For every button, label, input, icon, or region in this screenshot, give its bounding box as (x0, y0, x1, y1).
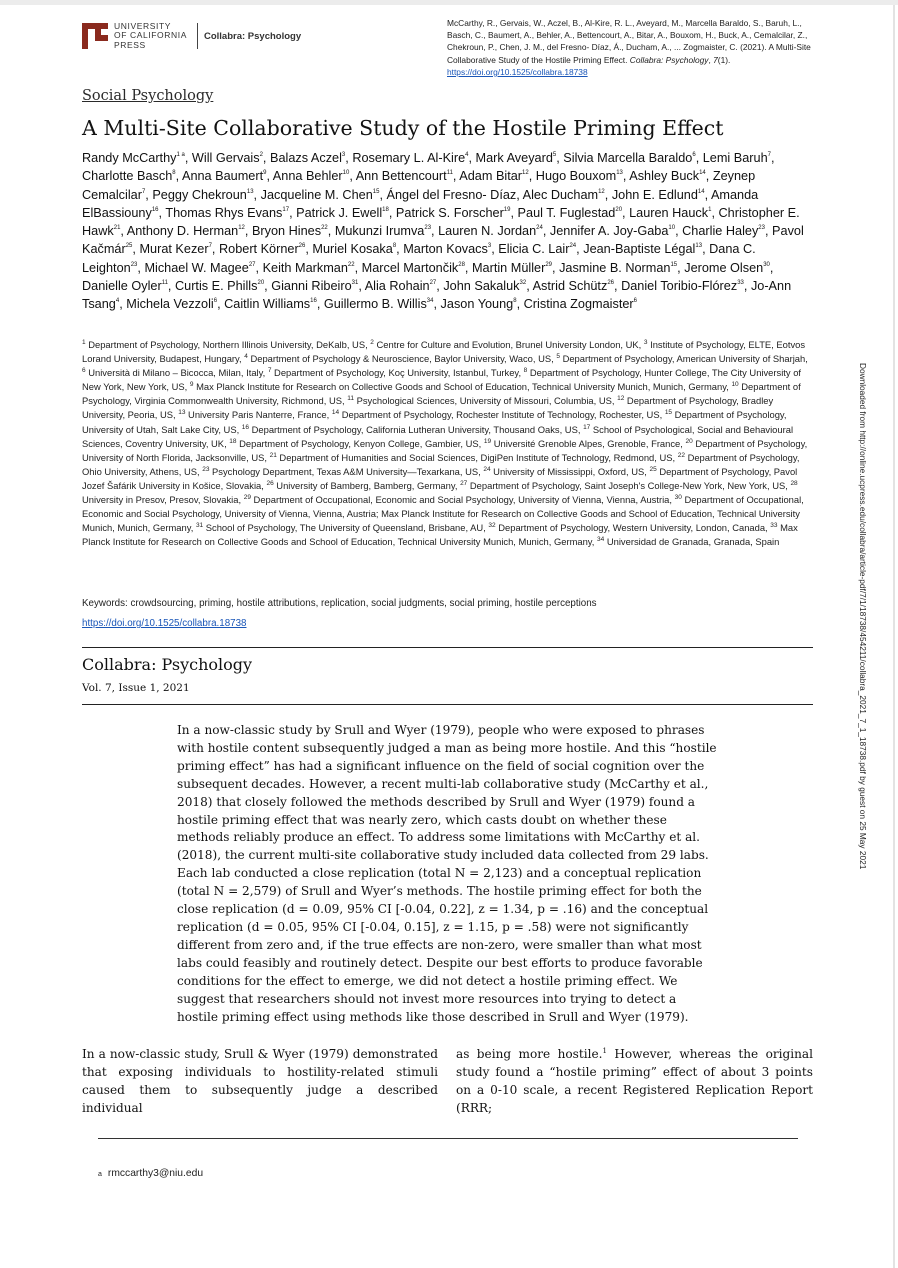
author-affiliation-ref: 15 (670, 261, 678, 268)
author-name: Pavol Kačmár$^{25}$ (82, 224, 804, 257)
author-name: Silvia Marcella Baraldo$^6$ (563, 151, 696, 165)
author-name: Marcel Martončik$^{28}$ (361, 260, 465, 275)
author-affiliation-ref: 26 (298, 243, 306, 250)
footnote (98, 1168, 203, 1179)
citation-block: McCarthy, R., Gervais, W., Aczel, B., Al-Kire, R. L., Aveyard, M., Marcella Baraldo, S., Baruh, L., Basch, C., Baumert, A., Behler, A., Bettencourt, A., Bitar, A., Bouxom, H., Buck, A., Cemalcilar, Z., Chekroun, P., Chen, J. M., del Fresno- Díaz, Á., Ducham, A., ... Zogmaister, C. (2021). A Multi-Site Collaborative Study of the Hostile Priming Effect. Collabra: Psychology, 7(1). https://doi.org/10.1525/collabra.18738 (447, 18, 811, 77)
affiliation: $^{22}$ Department of Psychology, Ohio University, Athens, US (82, 451, 800, 477)
download-sidebar: Downloaded from http://online.ucpress.edu/collabra/article-pdf/7/1/18738/454211/collabra_2021_7_1_18738.pdf by guest on 25 May 2021 (858, 363, 868, 870)
author-name: Robert Körner$^{26}$ (218, 242, 306, 257)
affiliation-number: 13 (178, 409, 186, 417)
citation-journal: Collabra: Psychology (629, 54, 709, 65)
author-affiliation-ref: 15 (372, 188, 380, 195)
author-affiliation-ref: 23 (758, 225, 765, 232)
author-name: Jean-Baptiste Légal$^{13}$ (583, 242, 703, 257)
author-affiliation-ref: 9 (263, 170, 267, 177)
author-affiliation-ref: 23 (130, 261, 138, 268)
affiliation: $^4$ Department of Psychology & Neuroscience, Baylor University, Waco, US (244, 353, 552, 365)
author-affiliation-ref: 11 (161, 280, 168, 287)
section-heading: Social Psychology (82, 88, 214, 104)
affiliation: $^{14}$ Department of Psychology, Rochester Institute of Technology, Rochester, US (331, 409, 660, 421)
affiliation: $^{23}$ Psychology Department, Texas A&M University—Texarkana, US (202, 465, 479, 477)
author-name: Anthony D. Herman$^{12}$ (126, 224, 245, 239)
author-affiliation-ref: 22 (321, 225, 328, 232)
author-affiliation-ref: 8 (172, 170, 176, 177)
page-top-edge (0, 0, 898, 5)
author-name: Muriel Kosaka$^8$ (312, 242, 397, 257)
author-affiliation-ref: 21 (113, 225, 121, 232)
affiliation-number: 12 (617, 395, 625, 403)
affiliation: $^{16}$ Department of Psychology, California Lutheran University, Thousand Oaks, US (241, 423, 578, 435)
author-name: Will Gervais$^2$ (191, 151, 263, 165)
author-affiliation-ref: 7 (141, 188, 146, 195)
affiliation: $^{29}$ Department of Occupational, Economic and Social Psychology, University of Vienna, Vienna, Austria (243, 494, 670, 506)
affiliation: $^{19}$ Université Grenoble Alpes, Grenoble, France (483, 437, 681, 449)
affiliation-number: 10 (731, 381, 739, 389)
affiliation: $^{11}$ Psychological Sciences, University of Missouri, Columbia, US (347, 395, 612, 407)
author-name: Lauren N. Jordan$^{24}$ (438, 224, 543, 239)
affiliation: $^8$ Department of Psychology, Hunter College, The City University of New York, New York, US (82, 367, 802, 393)
affiliation-number: 18 (229, 437, 237, 445)
author-name: Cristina Zogmaister$^6$ (523, 297, 637, 312)
author-affiliation-ref: 1 (176, 152, 180, 158)
author-name: Anna Behler$^{10}$ (272, 169, 350, 184)
abstract: In a now-classic study by Srull and Wyer (1979), people who were exposed to phrases with hostile content subsequently judged a man as being more hostile. And this “hostile priming effect” has had a significant influence on the field of social cognition over the subsequent decades. However, a recent multi-lab collaborative study (McCarthy et al., 2018) that closely followed the methods described by Srull and Wyer (1979) found a hostile priming effect that was nearly zero, which casts doubt on whether these methods reliably produce an effect. To address some limitations with McCarthy et al. (2018), the current multi-site collaborative study included data collected from 29 labs. Each lab conducted a close replication (total N = 2,123) and a conceptual replication (total N = 2,579) of Srull and Wyer’s methods. The hostile priming effect for both the close replication (d = 0.09, 95% CI [-0.04, 0.22], z = 1.34, p = .16) and the conceptual replication (d = 0.05, 95% CI [-0.04, 0.15], z = 1.15, p = .58) were not significantly different from zero and, if the true effects are non-zero, were smaller than what most labs could feasibly and routinely detect. Despite our best efforts to produce favorable conditions for the effect to emerge, we did not detect a hostile priming effect. We suggest that researchers should not invest more resources into trying to detect a hostile priming effect using methods like those described in Srull and Wyer (1979). (177, 723, 717, 1024)
author-list: Randy McCarthy$^1$ $^a$, Will Gervais$^2$, Balazs Aczel$^3$, Rosemary L. Al-Kire$^4$, Mark Aveyard$^5$, Silvia Marcella Baraldo$^6$, Lemi Baruh$^7$, Charlotte Basch$^8$, Anna Baumert$^9$, Anna Behler$^{10}$, Ann Bettencourt$^{11}$, Adam Bitar$^{12}$, Hugo Bouxom$^{13}$, Ashley Buck$^{14}$, Zeynep Cemalcilar$^7$, Peggy Chekroun$^{13}$, Jacqueline M. Chen$^{15}$, Ángel del Fresno- Díaz, Alec Ducham$^{12}$, John E. Edlund$^{14}$, Amanda ElBassiouny$^{16}$, Thomas Rhys Evans$^{17}$, Patrick J. Ewell$^{18}$, Patrick S. Forscher$^{19}$, Paul T. Fuglestad$^{20}$, Lauren Hauck$^1$, Christopher E. Hawk$^{21}$, Anthony D. Herman$^{12}$, Bryon Hines$^{22}$, Mukunzi Irumva$^{23}$, Lauren N. Jordan$^{24}$, Jennifer A. Joy-Gaba$^{10}$, Charlie Haley$^{23}$, Pavol Kačmár$^{25}$, Murat Kezer$^7$, Robert Körner$^{26}$, Muriel Kosaka$^8$, Marton Kovacs$^3$, Elicia C. Lair$^{24}$, Jean-Baptiste Légal$^{13}$, Dana C. Leighton$^{23}$, Michael W. Magee$^{27}$, Keith Markman$^{22}$, Marcel Martončik$^{28}$, Martin Müller$^{29}$, Jasmine B. Norman$^{15}$, Jerome Olsen$^{30}$, Danielle Oyler$^{11}$, Curtis E. Phills$^{20}$, Gianni Ribeiro$^{31}$, Alia Rohain$^{27}$, John Sakaluk$^{32}$, Astrid Schütz$^{26}$, Daniel Toribio-Flórez$^{33}$, Jo-Ann Tsang$^4$, Michela Vezzoli$^6$, Caitlin Williams$^{16}$, Guillermo B. Willis$^{34}$, Jason Young$^8$, Cristina Zogmaister$^6$ (82, 151, 804, 312)
affiliation-number: 5 (556, 353, 560, 361)
author-affiliation-ref: 10 (668, 225, 676, 232)
affiliation-number: 6 (82, 367, 86, 375)
author-affiliation-ref: 31 (351, 280, 359, 287)
author-affiliation-ref: 14 (699, 170, 706, 177)
author-affiliation-ref: 4 (115, 298, 120, 305)
author-name: Thomas Rhys Evans$^{17}$ (165, 205, 290, 220)
author-affiliation-ref: 1 (708, 206, 712, 213)
affiliation-number: 24 (483, 465, 491, 473)
author-affiliation-ref: 5 (552, 152, 557, 158)
affiliation-number: 7 (267, 367, 272, 375)
author-name: Gianni Ribeiro$^{31}$ (271, 279, 359, 294)
author-affiliation-ref: 6 (213, 298, 218, 305)
affiliation: $^{20}$ Department of Psychology, University of North Florida, Jacksonville, US (82, 437, 808, 463)
publisher-logo (82, 22, 301, 50)
author-name: Lemi Baruh$^7$ (702, 151, 771, 165)
author-affiliation-ref: 24 (569, 243, 577, 250)
author-name: Zeynep Cemalcilar$^7$ (82, 169, 756, 202)
affiliation-number: 22 (677, 451, 685, 459)
author-affiliation-ref: 6 (692, 152, 696, 158)
author-affiliation-ref: 3 (341, 152, 346, 158)
page-right-edge (893, 5, 895, 1268)
affiliation-number: 8 (523, 367, 528, 375)
affiliation-number: 23 (202, 465, 210, 473)
affiliation: $^{15}$ Department of Psychology, University of Utah, Salt Lake City, US (82, 409, 787, 435)
author-affiliation-ref: 34 (426, 298, 434, 305)
author-affiliation-ref: 22 (347, 261, 355, 268)
affiliation-number: 26 (266, 479, 274, 487)
author-name: Dana C. Leighton$^{23}$ (82, 242, 756, 275)
author-name: Adam Bitar$^{12}$ (459, 169, 529, 184)
affiliation-number: 14 (331, 409, 340, 417)
body-column-left: In a now-classic study, Srull & Wyer (1979) demonstrated that exposing individuals to hostility-related stimuli caused them to subsequently judge a described individual (82, 1047, 438, 1116)
author-affiliation-ref: 8 (392, 243, 397, 250)
author-name: Jasmine B. Norman$^{15}$ (559, 260, 678, 275)
affiliation-list: $^1$ Department of Psychology, Northern Illinois University, DeKalb, US, $^2$ Centre for Culture and Evolution, Brunel University London, UK, $^3$ Institute of Psychology, ELTE, Eotvos Lorand University, Budapest, Hungary, $^4$ Department of Psychology & Neuroscience, Baylor University, Waco, US, $^5$ Department of Psychology, American University of Sharjah, $^6$ Università di Milano – Bicocca, Milan, Italy, $^7$ Department of Psychology, Koç University, Istanbul, Turkey, $^8$ Department of Psychology, Hunter College, The City University of New York, New York, US, $^9$ Max Planck Institute for Research on Collective Goods and School of Education, Technical University Munich, Munich, Germany, $^{10}$ Department of Psychology, Virginia Commonwealth University, Richmond, US, $^{11}$ Psychological Sciences, University of Missouri, Columbia, US, $^{12}$ Department of Psychology, Bradley University, Peoria, US, $^{13}$ University Paris Nanterre, France, $^{14}$ Department of Psychology, Rochester Institute of Technology, Rochester, US, $^{15}$ Department of Psychology, University of Utah, Salt Lake City, US, $^{16}$ Department of Psychology, California Lutheran University, Thousand Oaks, US, $^{17}$ School of Psychological, Social and Behavioural Sciences, Coventry University, UK, $^{18}$ Department of Psychology, Kenyon College, Gambier, US, $^{19}$ Université Grenoble Alpes, Grenoble, France, $^{20}$ Department of Psychology, University of North Florida, Jacksonville, US, $^{21}$ Department of Humanities and Social Sciences, DigiPen Institute of Technology, Redmond, US, $^{22}$ Department of Psychology, Ohio University, Athens, US, $^{23}$ Psychology Department, Texas A&M University—Texarkana, US, $^{24}$ University of Mississippi, Oxford, US, $^{25}$ Department of Psychology, Pavol Jozef Šafárik University in Košice, Slovakia, $^{26}$ University of Bamberg, Bamberg, Germany, $^{27}$ Department of Psychology, Saint Joseph's College-New York, New York, US, $^{28}$ University in Presov, Presov, Slovakia, $^{29}$ Department of Occupational, Economic and Social Psychology, University of Vienna, Vienna, Austria, $^{30}$ Department of Occupational, Economic and Social Psychology, University of Vienna, Vienna, Austria; Max Planck Institute for Research on Collective Goods and School of Education, Technical University Munich, Munich, Germany, $^{31}$ School of Psychology, The University of Queensland, Brisbane, AU, $^{32}$ Department of Psychology, Western University, London, Canada, $^{33}$ Max Planck Institute for Research on Collective Goods and School of Education, Technical University Munich, Munich, Germany, $^{34}$ Universidad de Granada, Granada, Spain (82, 339, 808, 548)
body-column-right: as being more hostile.$^1$ However, whereas the original study found a “hostile priming” effect of about 3 points on a 0-10 scale, a recent Registered Replication Report (RRR; (456, 1047, 813, 1116)
author-name: Hugo Bouxom$^{13}$ (535, 169, 623, 184)
author-name: Peggy Chekroun$^{13}$ (152, 187, 254, 202)
author-name: Michael W. Magee$^{27}$ (144, 260, 256, 275)
citation-authors: McCarthy, R., Gervais, W., Aczel, B., Al-Kire, R. L., Aveyard, M., Marcella Baraldo, S., Baruh, L., Basch, C., Baumert, A., Behler, A., Bettencourt, A., Bitar, A., Bouxom, H., Buck, A., Cemalcilar, Z., Chekroun, P., Chen, J. M., del Fresno- Díaz, Á., Ducham, A., ... Zogmaister, C. (2021). A Multi-Site Collaborative Study of the Hostile Priming Effect. (447, 18, 811, 65)
author-name: Jennifer A. Joy-Gaba$^{10}$ (549, 224, 676, 239)
journal-brand: Collabra: Psychology (203, 30, 302, 42)
author-name: Paul T. Fuglestad$^{20}$ (517, 205, 623, 220)
affiliation-number: 15 (664, 409, 673, 417)
affiliation: $^{21}$ Department of Humanities and Social Sciences, DigiPen Institute of Technology, Redmond, US (269, 451, 673, 463)
author-affiliation-ref: 12 (598, 188, 605, 195)
author-affiliation-ref: 13 (695, 243, 703, 250)
author-affiliation-ref: 10 (342, 170, 350, 177)
author-affiliation-ref: 20 (615, 206, 623, 213)
author-affiliation-ref: 3 (487, 243, 492, 250)
author-affiliation-ref: 26 (607, 280, 614, 287)
affiliation: $^{30}$ Department of Occupational, Economic and Social Psychology, University of Vienna, Vienna, Austria; Max Planck Institute for Research on Collective Goods and School of Education, Technical University Munich, Munich, Germany (82, 494, 804, 534)
author-affiliation-ref: 17 (282, 206, 290, 213)
author-affiliation-ref: 6 (633, 298, 637, 305)
author-name: Patrick J. Ewell$^{18}$ (296, 205, 389, 220)
author-name: Marton Kovacs$^3$ (403, 242, 492, 257)
footnote-ref: 1 (602, 1047, 607, 1055)
affiliation-number: 32 (488, 522, 496, 530)
citation-doi-link[interactable]: https://doi.org/10.1525/collabra.18738 (447, 66, 588, 77)
affiliation-number: 1 (82, 339, 86, 346)
author-name: Bryon Hines$^{22}$ (251, 224, 328, 239)
author-name: Lauren Hauck$^1$ (629, 205, 712, 220)
affiliation: $^{26}$ University of Bamberg, Bamberg, Germany (266, 479, 455, 491)
author-affiliation-ref: 19 (503, 206, 511, 213)
author-affiliation-ref: 12 (522, 170, 529, 177)
author-name: Ann Bettencourt$^{11}$ (355, 169, 453, 184)
author-name: Elicia C. Lair$^{24}$ (498, 242, 577, 257)
author-affiliation-ref: 29 (545, 261, 552, 268)
affiliation-number: 11 (347, 395, 354, 403)
author-name: Martin Müller$^{29}$ (471, 260, 552, 275)
logo-divider (197, 23, 198, 49)
affiliation: $^{12}$ Department of Psychology, Bradley University, Peoria, US (82, 395, 774, 421)
affiliation: $^7$ Department of Psychology, Koç University, Istanbul, Turkey (267, 367, 519, 379)
affiliation: $^{34}$ Universidad de Granada, Granada, Spain (597, 536, 780, 548)
divider-top (82, 647, 813, 648)
author-affiliation-ref: 7 (208, 243, 212, 250)
divider-bottom (82, 704, 813, 705)
author-name: Keith Markman$^{22}$ (262, 260, 355, 275)
affiliation-number: 3 (643, 339, 648, 346)
author-affiliation-ref: 32 (519, 280, 527, 287)
author-affiliation-ref: 8 (513, 298, 517, 305)
author-name: Charlotte Basch$^8$ (82, 169, 176, 184)
journal-name: Collabra: Psychology (82, 655, 253, 674)
author-affiliation-ref: 16 (151, 206, 159, 213)
author-name: Danielle Oyler$^{11}$ (82, 279, 168, 294)
article-title: A Multi-Site Collaborative Study of the Hostile Priming Effect (82, 116, 724, 140)
author-affiliation-ref: 16 (310, 298, 317, 305)
article-doi-link[interactable]: https://doi.org/10.1525/collabra.18738 (82, 618, 247, 629)
author-affiliation-ref: 25 (125, 243, 133, 250)
author-affiliation-ref: 7 (767, 152, 771, 158)
author-name: Daniel Toribio-Flórez$^{33}$ (621, 279, 744, 294)
affiliation: $^1$ Department of Psychology, Northern Illinois University, DeKalb, US (82, 339, 366, 350)
affiliation-number: 29 (243, 494, 251, 502)
author-name: Rosemary L. Al-Kire$^4$ (352, 151, 469, 165)
author-name: Alia Rohain$^{27}$ (364, 279, 437, 294)
author-affiliation-ref: 2 (259, 152, 263, 158)
affiliation: $^2$ Centre for Culture and Evolution, Brunel University London, UK (370, 339, 639, 350)
author-affiliation-ref: 11 (446, 170, 453, 177)
affiliation-number: 34 (597, 536, 605, 544)
citation-issue: (1). (717, 54, 731, 65)
author-name: Alec Ducham$^{12}$ (522, 187, 605, 202)
author-affiliation-ref: 27 (248, 261, 256, 268)
affiliation: $^{25}$ Department of Psychology, Pavol Jozef Šafárik University in Košice, Slovakia (82, 465, 798, 491)
affiliation-number: 4 (244, 353, 248, 361)
affiliation: $^5$ Department of Psychology, American University of Sharjah (556, 353, 806, 365)
affiliation-number: 16 (241, 423, 250, 431)
author-name: Ángel del Fresno- Díaz (386, 187, 517, 202)
author-affiliation-ref: 23 (424, 225, 432, 232)
publisher-name: UNIVERSITY OF CALIFORNIA PRESS (114, 20, 187, 50)
author-affiliation-ref: 14 (697, 188, 705, 195)
volume-issue: Vol. 7, Issue 1, 2021 (82, 682, 190, 694)
author-name: Randy McCarthy$^1$ $^a$ (82, 151, 185, 165)
author-name: Guillermo B. Willis$^{34}$ (323, 297, 434, 312)
affiliation-number: 27 (460, 479, 468, 487)
author-name: Jacqueline M. Chen$^{15}$ (260, 187, 380, 202)
author-name: John Sakaluk$^{32}$ (443, 279, 527, 294)
affiliation-number: 31 (195, 522, 204, 530)
keywords: Keywords: crowdsourcing, priming, hostile attributions, replication, social judgments, social priming, hostile perceptions (82, 598, 597, 609)
affiliation-number: 17 (583, 423, 591, 431)
author-name: John E. Edlund$^{14}$ (611, 187, 705, 202)
author-name: Ashley Buck$^{14}$ (629, 169, 706, 184)
footnote-divider (98, 1138, 798, 1139)
author-name: Anna Baumert$^9$ (181, 169, 267, 184)
author-name: Murat Kezer$^7$ (139, 242, 212, 257)
affiliation: $^{31}$ School of Psychology, The University of Queensland, Brisbane, AU (195, 522, 484, 534)
author-name: Balazs Aczel$^3$ (269, 151, 346, 165)
affiliation-number: 9 (189, 381, 194, 389)
uc-press-logo-icon (82, 23, 108, 49)
author-affiliation-ref: 18 (382, 206, 389, 213)
corresponding-email: rmccarthy3@niu.edu (107, 1168, 204, 1179)
affiliation: $^{32}$ Department of Psychology, Western University, London, Canada (488, 522, 766, 534)
author-affiliation-ref: 33 (737, 280, 744, 287)
affiliation: $^{28}$ University in Presov, Presov, Slovakia (82, 479, 798, 506)
author-affiliation-ref: 4 (465, 152, 469, 158)
author-name: Amanda ElBassiouny$^{16}$ (82, 187, 759, 220)
affiliation-number: 33 (770, 522, 778, 530)
author-affiliation-ref: 27 (429, 280, 437, 287)
affiliation: $^{27}$ Department of Psychology, Saint Joseph's College-New York, New York, US (460, 479, 786, 491)
author-affiliation-ref: 28 (458, 261, 465, 268)
affiliation-number: 21 (269, 451, 277, 459)
affiliation: $^{33}$ Max Planck Institute for Research on Collective Goods and School of Education, Technical University Munich, Munich, Germany (82, 522, 798, 548)
author-name: Jason Young$^8$ (440, 297, 517, 312)
affiliation-number: 30 (674, 494, 682, 502)
citation-volume: 7 (713, 54, 718, 65)
author-name: Michela Vezzoli$^6$ (126, 297, 218, 312)
affiliation: $^{13}$ University Paris Nanterre, France (178, 409, 327, 421)
affiliation: $^{18}$ Department of Psychology, Kenyon College, Gambier, US (229, 437, 479, 449)
affiliation-number: 28 (790, 479, 798, 487)
affiliation: $^9$ Max Planck Institute for Research on Collective Goods and School of Education, Technical University Munich, Munich, Germany (189, 381, 727, 393)
author-note-ref: a (179, 152, 185, 158)
author-affiliation-ref: 20 (257, 280, 265, 287)
affiliation: $^{17}$ School of Psychological, Social and Behavioural Sciences, Coventry University, UK (82, 423, 794, 449)
author-name: Curtis E. Phills$^{20}$ (174, 279, 265, 294)
author-name: Christopher E. Hawk$^{21}$ (82, 205, 800, 239)
author-affiliation-ref: 24 (536, 225, 543, 232)
affiliation-number: 20 (685, 437, 693, 445)
author-name: Caitlin Williams$^{16}$ (224, 297, 317, 312)
affiliation: $^3$ Institute of Psychology, ELTE, Eotvos Lorand University, Budapest, Hungary (82, 339, 806, 365)
affiliation-number: 19 (483, 437, 492, 445)
affiliation: $^{10}$ Department of Psychology, Virginia Commonwealth University, Richmond, US (82, 381, 801, 407)
author-name: Jo-Ann Tsang$^4$ (82, 279, 792, 312)
affiliation-number: 2 (370, 339, 374, 346)
author-name: Mark Aveyard$^5$ (475, 151, 557, 165)
author-name: Charlie Haley$^{23}$ (682, 224, 765, 239)
affiliation: $^6$ Università di Milano – Bicocca, Milan, Italy (82, 367, 263, 379)
author-name: Mukunzi Irumva$^{23}$ (334, 224, 432, 239)
affiliation-number: 25 (649, 465, 657, 473)
author-affiliation-ref: 13 (616, 170, 623, 177)
author-name: Patrick S. Forscher$^{19}$ (395, 205, 511, 220)
affiliation: $^{24}$ University of Mississippi, Oxford, US (483, 465, 645, 477)
author-affiliation-ref: 30 (763, 261, 770, 268)
footnote-mark: a (98, 1171, 102, 1178)
author-affiliation-ref: 13 (246, 188, 254, 195)
author-name: Jerome Olsen$^{30}$ (684, 260, 770, 275)
author-affiliation-ref: 12 (238, 225, 245, 232)
author-name: Astrid Schütz$^{26}$ (532, 279, 614, 294)
